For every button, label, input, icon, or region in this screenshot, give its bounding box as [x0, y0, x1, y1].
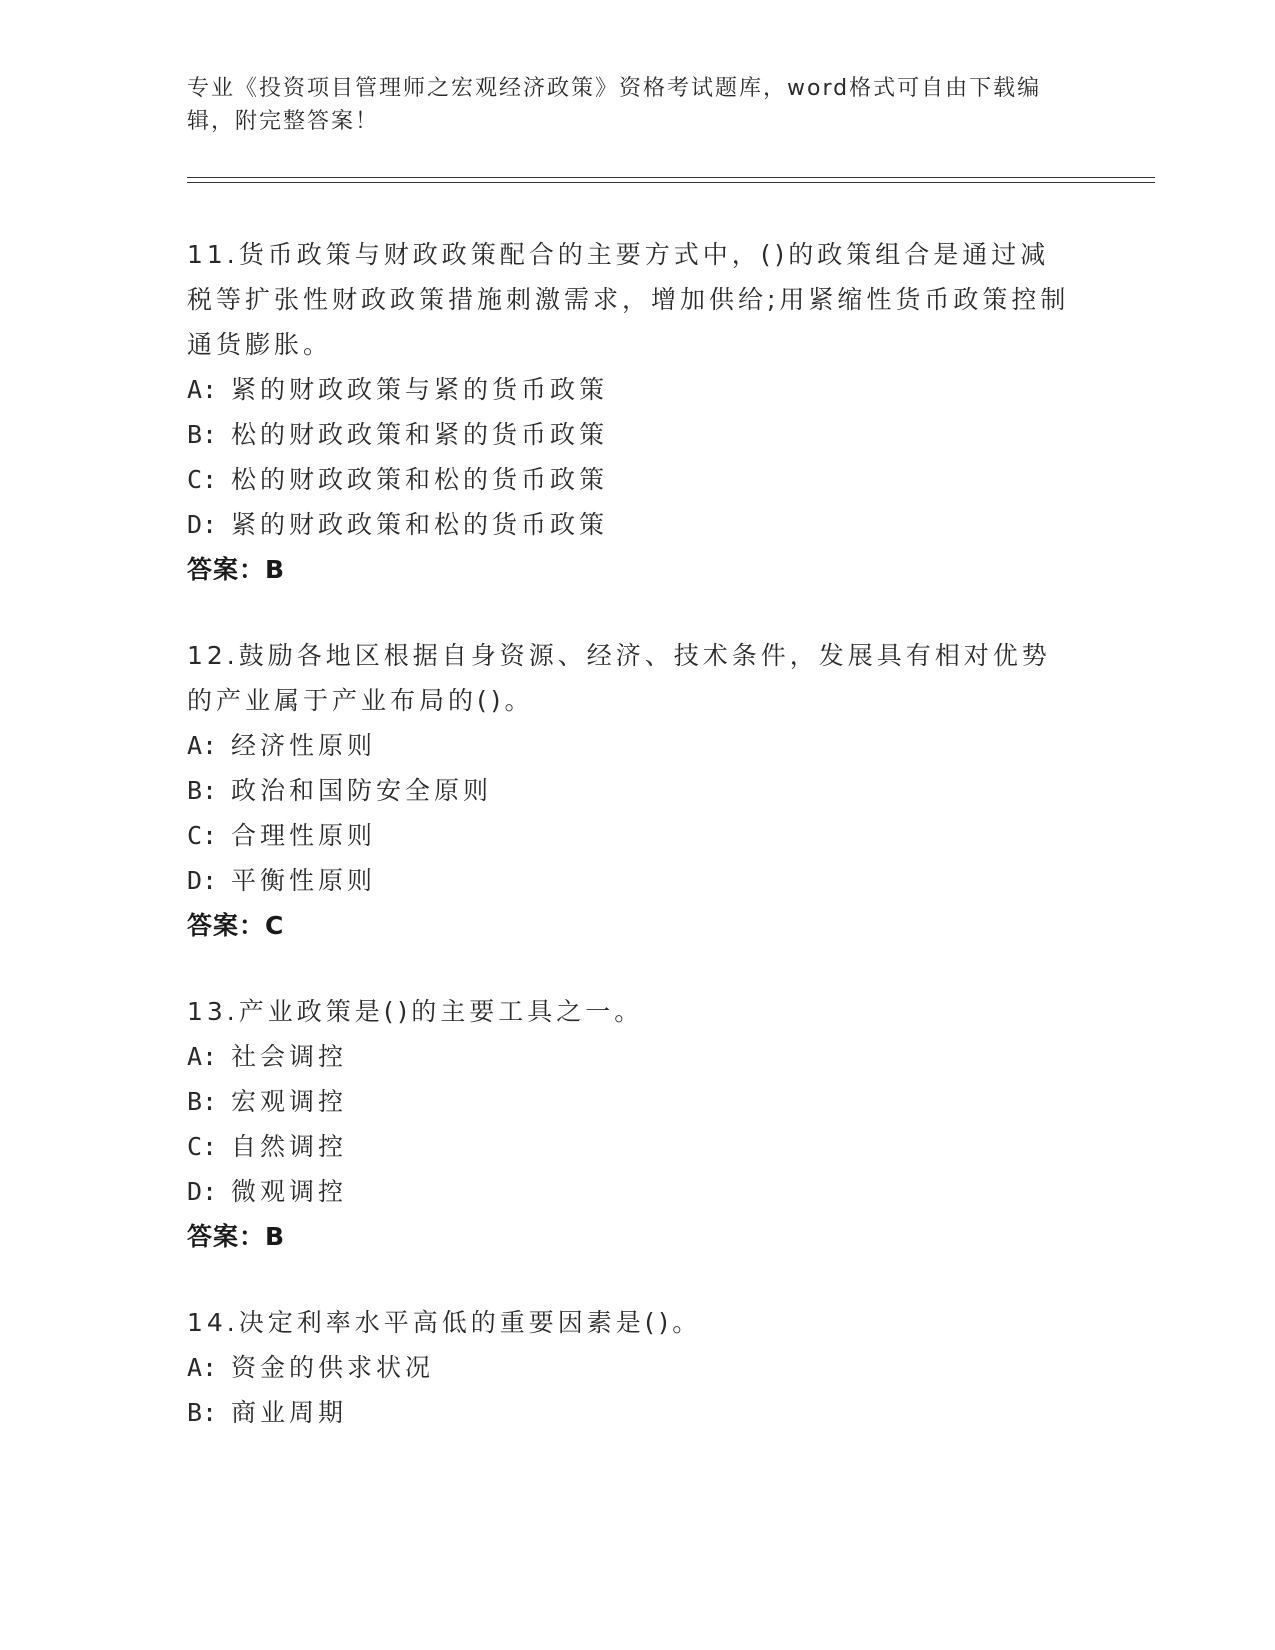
- option-letter: B:: [187, 776, 218, 805]
- option-a: [187, 1034, 1077, 1079]
- answer-line: 答案：B: [187, 1222, 286, 1251]
- option-d: [187, 502, 1077, 547]
- option-text: 平衡性原则: [231, 866, 377, 895]
- option-letter: B:: [187, 1087, 218, 1116]
- option-text: 商业周期: [231, 1398, 348, 1427]
- header-rule-top: [187, 177, 1155, 178]
- option-text: 经济性原则: [231, 731, 377, 760]
- option-d: [187, 858, 1077, 903]
- option-text: 资金的供求状况: [231, 1353, 435, 1382]
- option-text: 紧的财政政策与紧的货币政策: [231, 375, 609, 404]
- option-letter: D:: [187, 510, 218, 539]
- option-b: [187, 412, 1077, 457]
- option-a: [187, 367, 1077, 412]
- option-letter: C:: [187, 465, 218, 494]
- question-12: [187, 633, 1077, 949]
- option-letter: A:: [187, 1042, 218, 1071]
- answer-line: 答案：B: [187, 555, 286, 584]
- option-letter: C:: [187, 1132, 218, 1161]
- option-text: 社会调控: [231, 1042, 348, 1071]
- option-a: [187, 723, 1077, 768]
- option-text: 松的财政政策和紧的货币政策: [231, 420, 609, 449]
- option-letter: D:: [187, 1177, 218, 1206]
- option-a: [187, 1345, 1077, 1390]
- question-list: [187, 232, 1077, 1475]
- option-letter: D:: [187, 866, 218, 895]
- header-rule-bottom: [187, 182, 1155, 183]
- option-letter: A:: [187, 375, 218, 404]
- option-letter: A:: [187, 731, 218, 760]
- document-header: 专业《投资项目管理师之宏观经济政策》资格考试题库，word格式可自由下载编辑，附完整答案！: [187, 76, 1042, 134]
- option-text: 紧的财政政策和松的货币政策: [231, 510, 609, 539]
- question-text: 14.决定利率水平高低的重要因素是()。: [187, 1308, 702, 1337]
- option-c: [187, 813, 1077, 858]
- question-14: [187, 1300, 1077, 1435]
- option-b: [187, 768, 1077, 813]
- option-text: 宏观调控: [231, 1087, 348, 1116]
- option-b: [187, 1079, 1077, 1124]
- question-13: [187, 989, 1077, 1260]
- option-text: 政治和国防安全原则: [231, 776, 493, 805]
- option-text: 合理性原则: [231, 821, 377, 850]
- option-letter: B:: [187, 1398, 218, 1427]
- answer-line: 答案：C: [187, 911, 285, 940]
- option-d: [187, 1169, 1077, 1214]
- option-c: [187, 1124, 1077, 1169]
- question-text: 13.产业政策是()的主要工具之一。: [187, 997, 644, 1026]
- question-text: 12.鼓励各地区根据自身资源、经济、技术条件，发展具有相对优势的产业属于产业布局的()。: [187, 641, 1051, 715]
- option-text: 微观调控: [231, 1177, 348, 1206]
- option-c: [187, 457, 1077, 502]
- option-letter: A:: [187, 1353, 218, 1382]
- option-text: 自然调控: [231, 1132, 348, 1161]
- question-11: [187, 232, 1077, 593]
- option-text: 松的财政政策和松的货币政策: [231, 465, 609, 494]
- option-letter: B:: [187, 420, 218, 449]
- option-letter: C:: [187, 821, 218, 850]
- option-b: [187, 1390, 1077, 1435]
- question-text: 11.货币政策与财政政策配合的主要方式中，()的政策组合是通过减税等扩张性财政政策措施刺激需求，增加供给;用紧缩性货币政策控制通货膨胀。: [187, 240, 1070, 359]
